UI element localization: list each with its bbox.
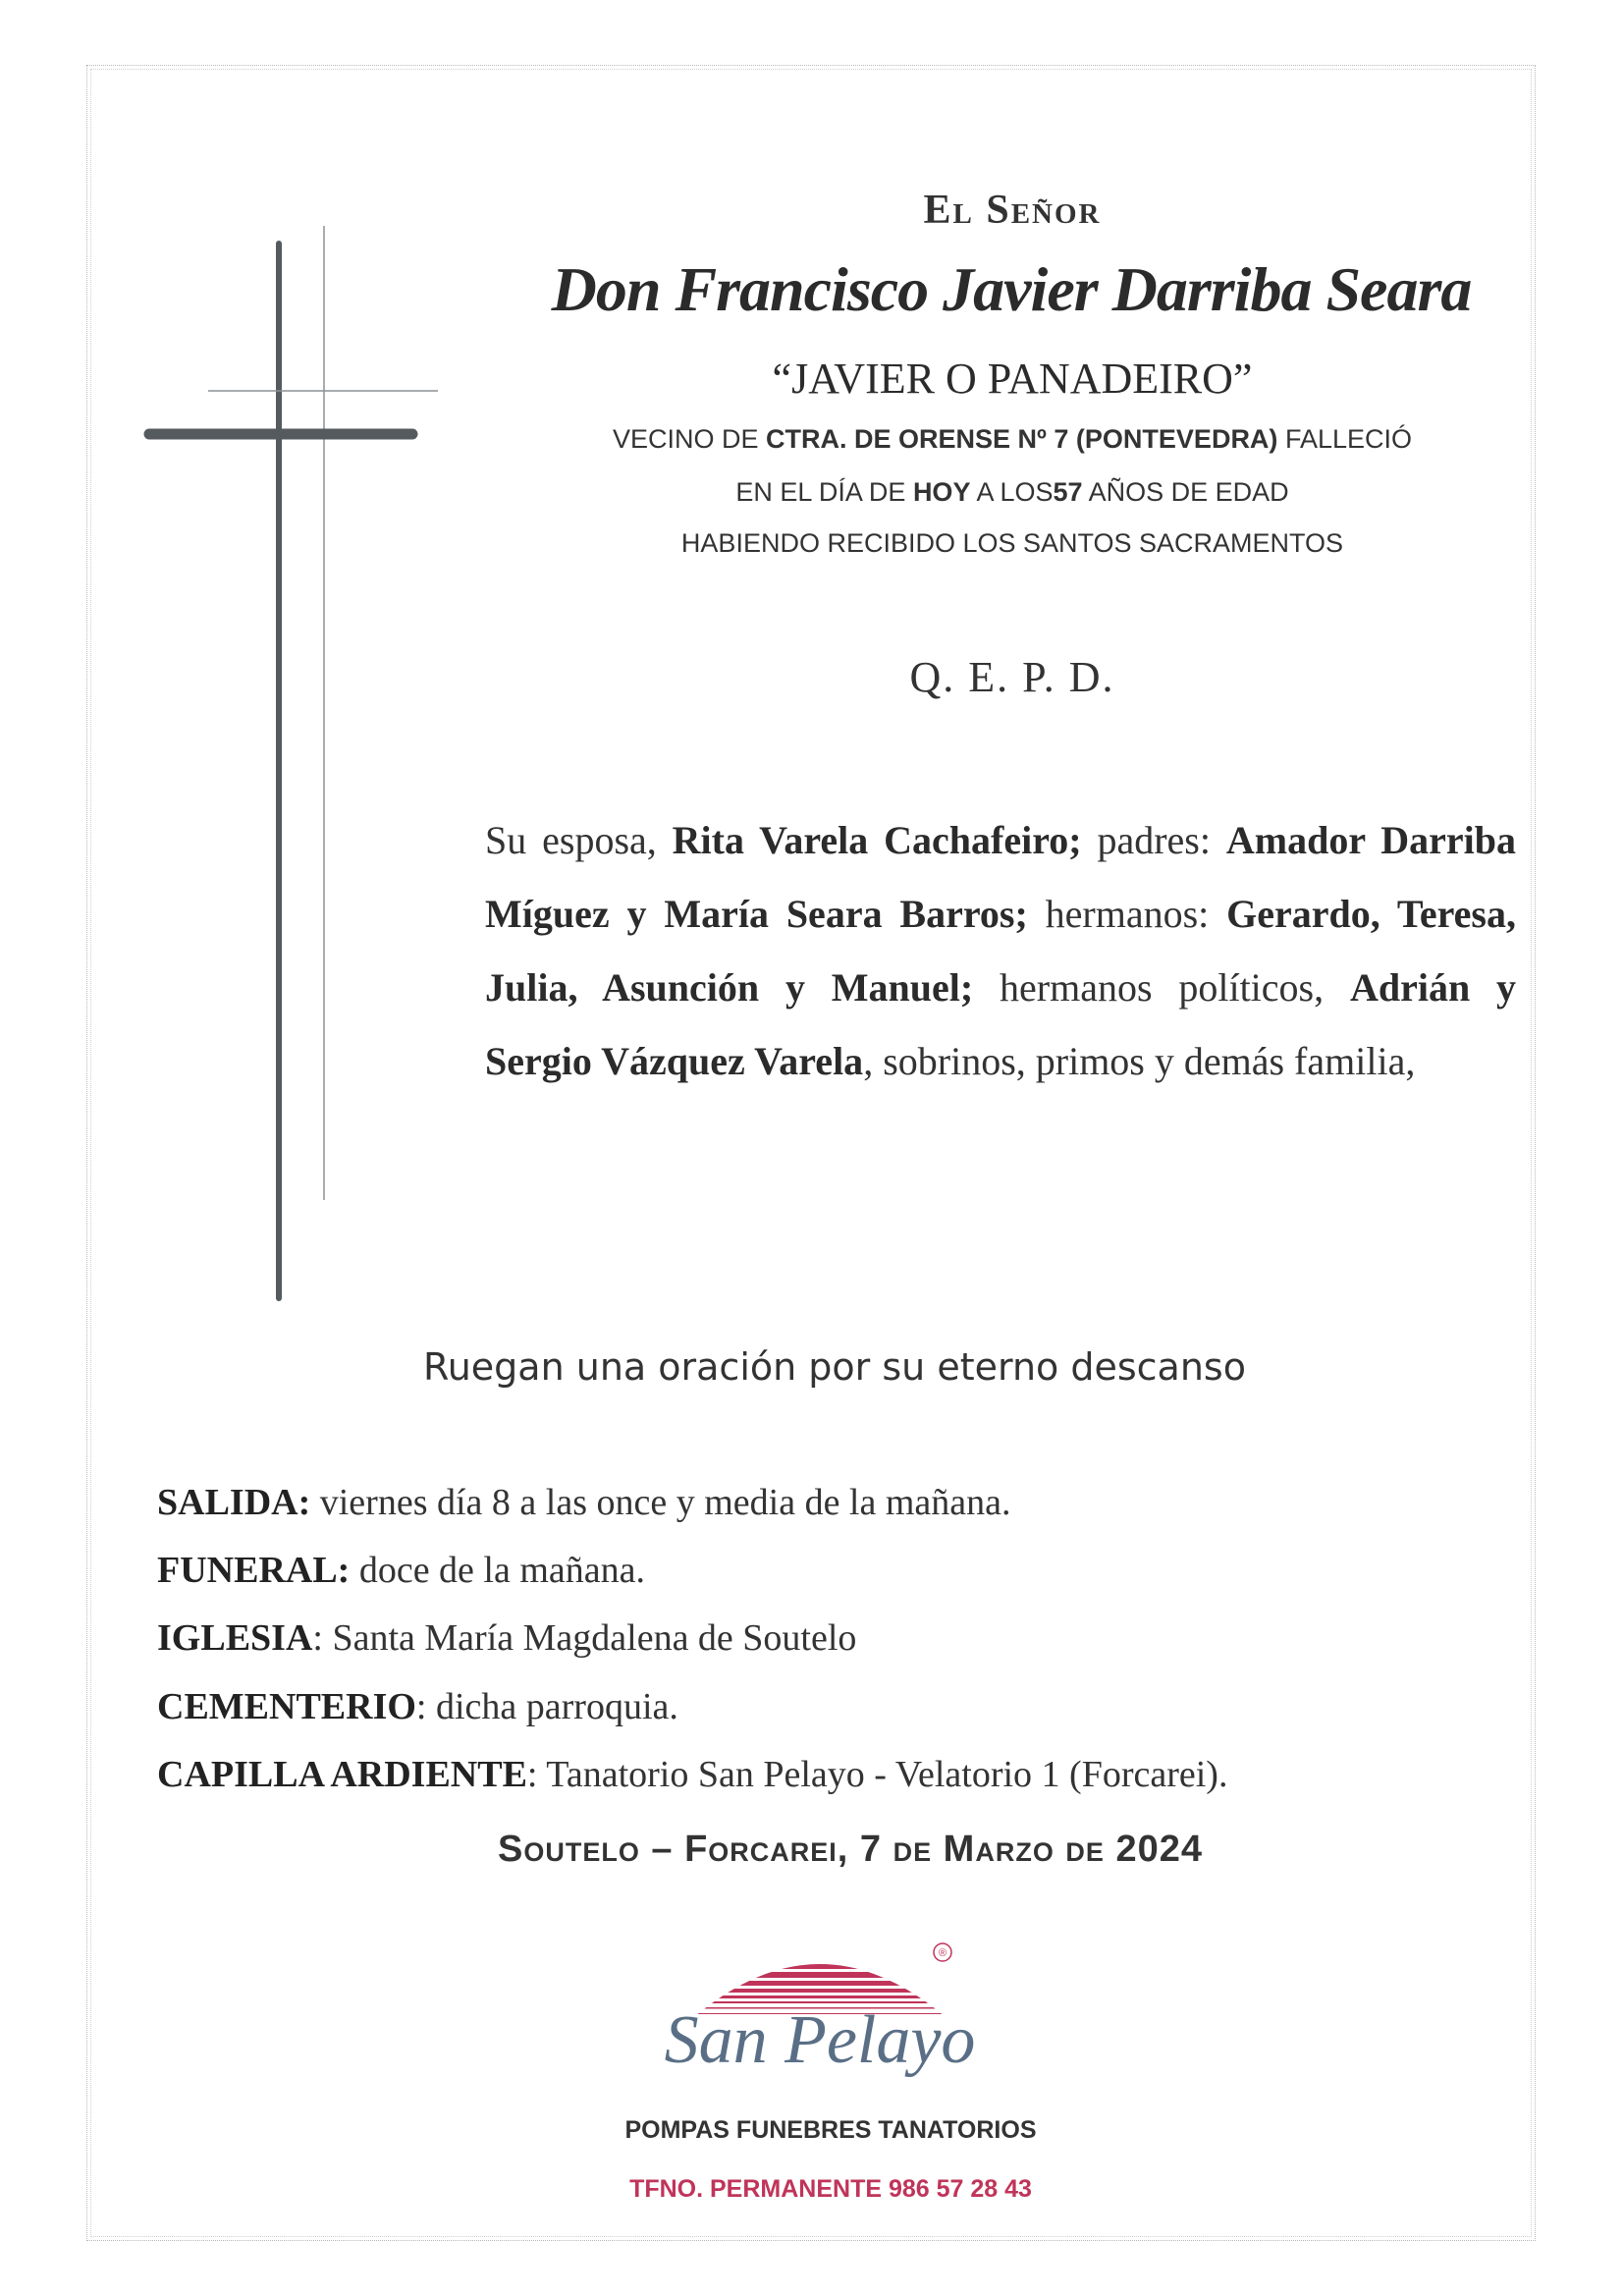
place-date: Soutelo – Forcarei, 7 de Marzo de 2024 (498, 1829, 1203, 1870)
parents-names: Amador Darriba Míguez y María Seara Barros; (485, 818, 1516, 936)
death-date-line (507, 477, 1518, 508)
service-value: doce de la mañana. (350, 1550, 646, 1591)
residence-text-a: VECINO DE (612, 424, 767, 454)
death-text-c: A LOS (970, 477, 1054, 507)
service-label: CAPILLA ARDIENTE (157, 1754, 527, 1795)
death-text-e: AÑOS DE EDAD (1082, 477, 1289, 507)
death-age: 57 (1053, 477, 1083, 507)
death-text-a: EN EL DÍA DE (735, 477, 913, 507)
prayer-request: Ruegan una oración por su eterno descanso (423, 1345, 1246, 1389)
sacraments-line: HABIENDO RECIBIDO LOS SANTOS SACRAMENTOS (680, 528, 1344, 558)
service-value: : Santa María Magdalena de Soutelo (312, 1617, 857, 1659)
logo-wordmark: San Pelayo (664, 2002, 976, 2078)
family-text-5: , sobrinos, primos y demás familia, (863, 1039, 1416, 1083)
service-capilla (157, 1753, 1532, 1796)
service-label: IGLESIA (157, 1617, 313, 1659)
service-value: : dicha parroquia. (415, 1686, 678, 1727)
service-value: : Tanatorio San Pelayo - Velatorio 1 (Forcarei). (526, 1754, 1228, 1795)
phone-number: TFNO. PERMANENTE 986 57 28 43 (629, 2175, 1032, 2203)
spouse-name: Rita Varela Cachafeiro; (672, 818, 1082, 862)
residence-text-c: FALLECIÓ (1277, 424, 1412, 454)
deceased-name: Don Francisco Javier Darriba Seara (551, 254, 1472, 324)
residence-address: CTRA. DE ORENSE Nº 7 (PONTEVEDRA) (766, 424, 1278, 454)
service-value: viernes día 8 a las once y media de la mañana. (310, 1482, 1011, 1523)
family-text-3: hermanos: (1027, 892, 1227, 936)
logo-registered-mark: ® (938, 1947, 947, 1959)
death-day: HOY (912, 477, 971, 507)
service-label: SALIDA: (157, 1482, 311, 1523)
title-el-senor: El Señor (923, 188, 1102, 233)
family-text-4: hermanos políticos, (973, 965, 1350, 1010)
san-pelayo-logo (658, 1925, 982, 2102)
company-tagline: POMPAS FUNEBRES TANATORIOS (624, 2116, 1037, 2144)
siblings-names: Gerardo, Teresa, Julia, Asunción y Manuel; (485, 892, 1516, 1010)
service-label: FUNERAL: (157, 1550, 351, 1591)
residence-line (507, 424, 1518, 455)
service-label: CEMENTERIO (157, 1686, 416, 1727)
service-salida (157, 1481, 1532, 1524)
family-paragraph (485, 803, 1516, 1098)
service-funeral (157, 1549, 1532, 1592)
qepd: Q. E. P. D. (909, 653, 1115, 701)
family-text-2: padres: (1081, 818, 1226, 862)
in-laws-names: Adrián y Sergio Vázquez Varela (485, 965, 1516, 1083)
service-cementerio (157, 1685, 1532, 1728)
family-text-1: Su esposa, (485, 818, 673, 862)
service-iglesia (157, 1616, 1532, 1660)
deceased-nickname: “JAVIER O PANADEIRO” (772, 355, 1253, 403)
